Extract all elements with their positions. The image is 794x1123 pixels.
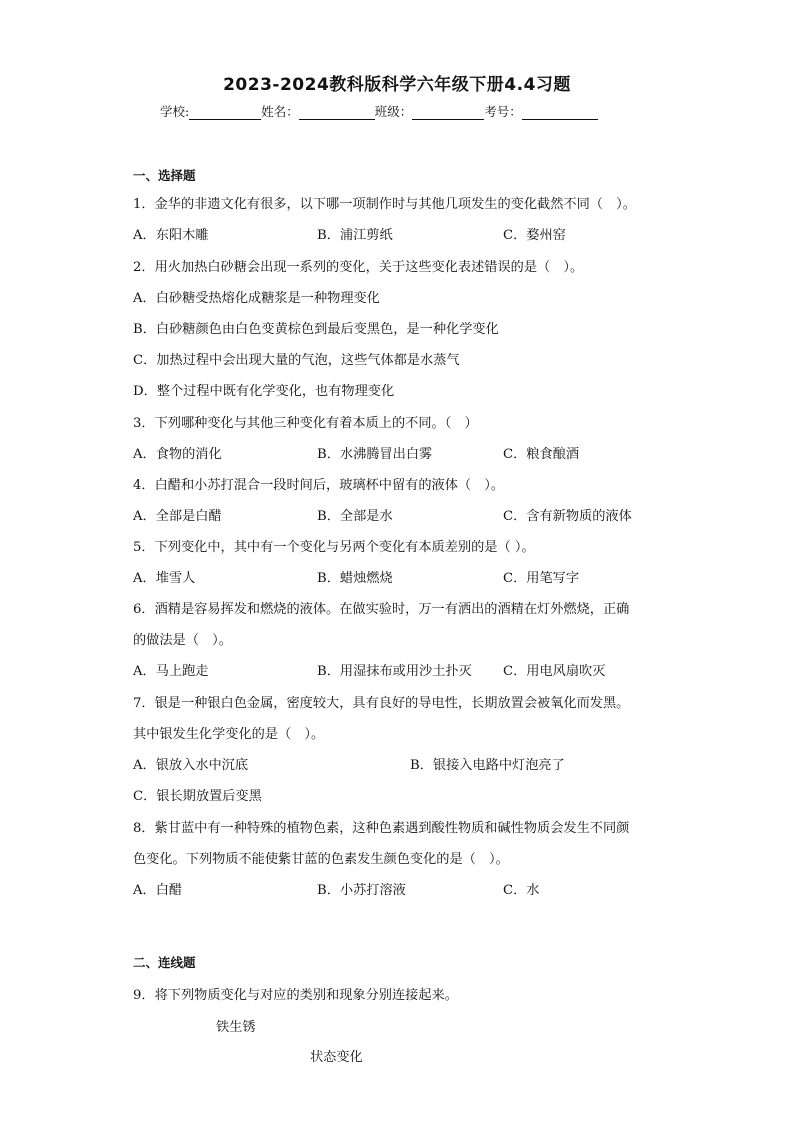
question-4-option-b[interactable]: B．全部是水 [317,509,393,524]
question-2-option-d[interactable]: D．整个过程中既有化学变化，也有物理变化 [133,384,395,399]
question-4-option-c[interactable]: C．含有新物质的液体 [503,509,632,524]
name-field [261,102,375,120]
question-6-option-a[interactable]: A．马上跑走 [133,664,209,679]
question-3-option-a[interactable]: A．食物的消化 [133,447,222,462]
question-7-option-a[interactable]: A．银放入水中沉底 [133,758,249,773]
school-label: 学校: [160,104,190,119]
question-5-option-c[interactable]: C．用笔写字 [503,571,580,586]
question-1-option-c[interactable]: C．婺州窑 [503,228,566,243]
number-field [484,102,598,120]
question-8-text-line-2: 色变化。下列物质不能使紫甘蓝的色素发生颜色变化的是（ ）。 [133,852,509,867]
question-5-text: 5．下列变化中，其中有一个变化与另两个变化有本质差别的是（ ）。 [133,540,535,555]
question-1-text: 1．金华的非遗文化有很多，以下哪一项制作时与其他几项发生的变化截然不同（ ）。 [133,197,636,212]
section-heading-matching: 二、连线题 [133,955,196,970]
school-field [160,102,261,120]
question-5-option-a[interactable]: A．堆雪人 [133,571,196,586]
match-left-item[interactable]: 铁生锈 [216,1020,256,1035]
question-3-option-c[interactable]: C．粮食酿酒 [503,447,580,462]
question-7-option-b[interactable]: B．银接入电路中灯泡亮了 [410,758,565,773]
question-6-text-line-1: 6．酒精是容易挥发和燃烧的液体。在做实验时，万一有洒出的酒精在灯外燃烧，正确 [133,602,630,617]
name-label: 姓名： [261,104,299,119]
page-title: 2023-2024教科版科学六年级下册4.4习题 [223,75,571,95]
name-blank[interactable] [299,105,375,120]
question-6-option-b[interactable]: B．用湿抹布或用沙土扑灭 [317,664,472,679]
student-info-line [160,102,640,120]
question-4-option-a[interactable]: A．全部是白醋 [133,509,222,524]
question-2-option-a[interactable]: A．白砂糖受热熔化成糖浆是一种物理变化 [133,291,380,306]
question-1-option-b[interactable]: B．浦江剪纸 [317,228,393,243]
match-middle-item[interactable]: 状态变化 [310,1050,363,1065]
school-blank[interactable] [189,105,261,120]
question-6-option-c[interactable]: C．用电风扇吹灭 [503,664,606,679]
question-8-option-b[interactable]: B．小苏打溶液 [317,883,406,898]
question-2-option-b[interactable]: B．白砂糖颜色由白色变黄棕色到最后变黑色，是一种化学变化 [133,322,499,337]
question-9-text: 9．将下列物质变化与对应的类别和现象分别连接起来。 [133,988,458,1003]
section-heading-choice: 一、选择题 [133,168,196,183]
question-1-option-a[interactable]: A．东阳木雕 [133,228,209,243]
question-7-text-line-2: 其中银发生化学变化的是（ ）。 [133,727,325,742]
question-8-text-line-1: 8．紫甘蓝中有一种特殊的植物色素，这种色素遇到酸性物质和碱性物质会发生不同颜 [133,821,630,836]
question-8-option-a[interactable]: A．白醋 [133,883,183,898]
number-blank[interactable] [522,105,598,120]
question-4-text: 4．白醋和小苏打混合一段时间后，玻璃杯中留有的液体（ ）。 [133,478,505,493]
question-6-text-line-2: 的做法是（ ）。 [133,633,232,648]
number-label: 考号： [484,104,522,119]
question-3-option-b[interactable]: B．水沸腾冒出白雾 [317,447,433,462]
question-7-option-c[interactable]: C．银长期放置后变黑 [133,789,262,804]
class-field [375,102,485,120]
class-label: 班级： [374,104,413,119]
question-7-text-line-1: 7．银是一种银白色金属，密度较大，具有良好的导电性，长期放置会被氧化而发黑。 [133,696,630,711]
question-8-option-c[interactable]: C．水 [503,883,540,898]
class-blank[interactable] [412,105,484,120]
question-2-option-c[interactable]: C．加热过程中会出现大量的气泡，这些气体都是水蒸气 [133,353,460,368]
question-2-text: 2．用火加热白砂糖会出现一系列的变化，关于这些变化表述错误的是（ ）。 [133,260,584,275]
question-3-text: 3．下列哪种变化与其他三种变化有着本质上的不同。（ ） [133,416,478,431]
question-5-option-b[interactable]: B．蜡烛燃烧 [317,571,393,586]
